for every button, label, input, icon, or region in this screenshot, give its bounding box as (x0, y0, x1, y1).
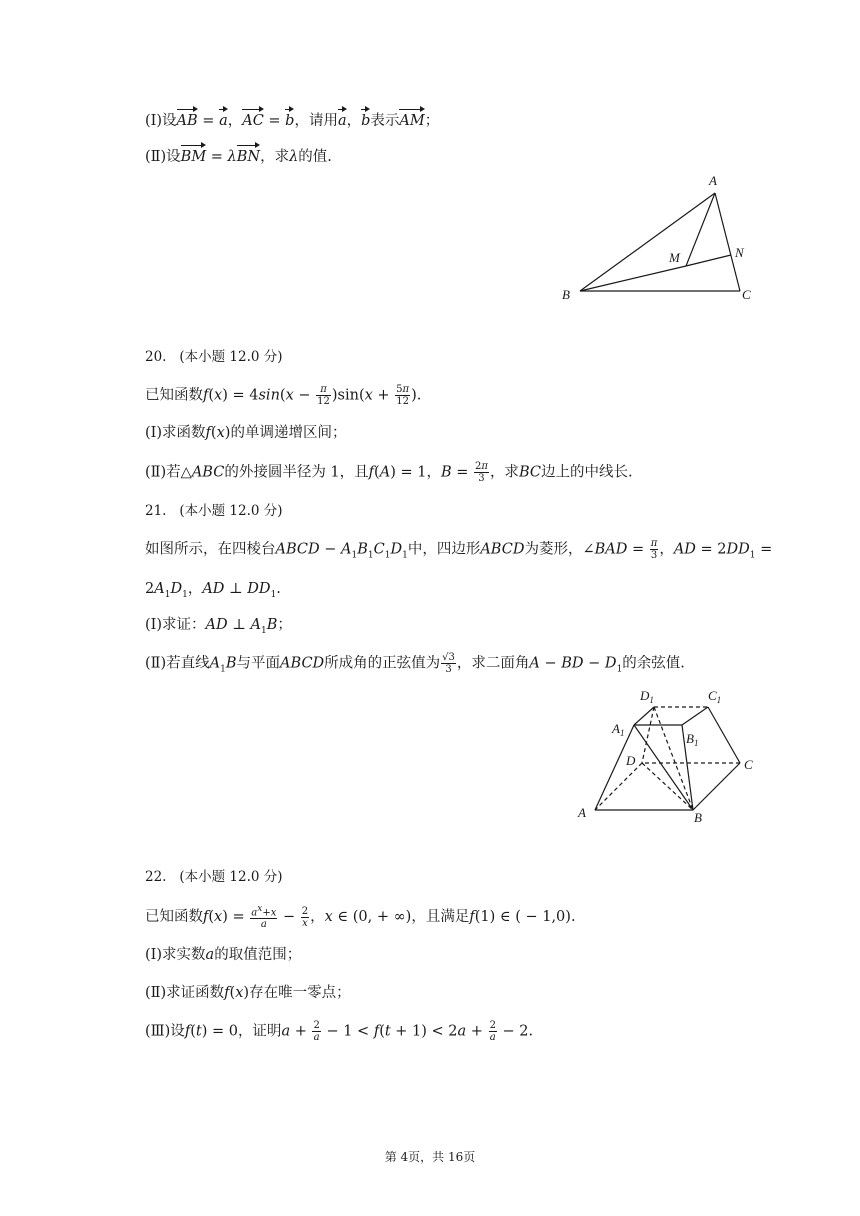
label-m: M (669, 250, 680, 265)
label-a1: $A_1$ (612, 721, 625, 738)
q21-part2: (Ⅱ)若直线$A_1B$与平面ABCD所成角的正弦值为 $\frac{√3}{3}$ ，求二面角A − BD − $D_1$的余弦值. (145, 652, 685, 675)
label-d: D (626, 753, 636, 768)
q20-part1: (Ⅰ)求函数f(x)的单调递增区间； (145, 425, 347, 441)
q22-header: 22. (本小题 12.0 分) (145, 869, 283, 885)
q21-frustum-figure (570, 683, 770, 828)
label-b: B (694, 810, 702, 825)
q22-part2: (Ⅱ)求证函数f(x)存在唯一零点； (145, 985, 351, 1001)
label-n: N (735, 245, 744, 260)
q21-header: 21. (本小题 12.0 分) (145, 503, 283, 519)
page-footer: 第 4页，共 16页 (384, 1150, 476, 1164)
q19-triangle-figure (555, 168, 765, 308)
q20-part2: (Ⅱ)若△ABC的外接圆半径为 1，且f(A) = 1，B = $\frac{2\pi}{3}$ ，求BC边上的中线长. (145, 461, 633, 484)
q21-intro-line2: $2A_1D_1$，AD ⊥ $DD_1$. (145, 581, 281, 600)
q20-intro: 已知函数f(x) = 4sin(x − $\frac{\pi}{12}$ )sin(x + $\frac{5\pi}{12}$ ). (145, 384, 422, 407)
q22-part1: (Ⅰ)求实数a的取值范围； (145, 947, 302, 963)
label-b1: $B_1$ (686, 731, 699, 748)
label-a: A (709, 173, 717, 188)
label-c: C (744, 757, 753, 772)
q22-intro: 已知函数f(x) = $\frac{a^x+x}{a}$ − $\frac{2}{x}$ ，x ∈ (0, + ∞)，且满足f(1) ∈ ( − 1,0). (145, 904, 576, 931)
label-b: B (562, 287, 570, 302)
label-c1: $C_1$ (708, 688, 722, 705)
label-c: C (742, 287, 751, 302)
q19-part1: (Ⅰ)设AB = a，AC = b，请用a，b表示AM； (145, 110, 439, 132)
label-d1: $D_1$ (640, 688, 654, 705)
q19-part2: (Ⅱ)设BM = λBN，求λ的值. (145, 146, 332, 168)
q21-part1: (Ⅰ)求证：AD ⊥ $A_1B$； (145, 617, 292, 636)
q22-part3: (Ⅲ)设f(t) = 0，证明a + $\frac{2}{a}$ − 1 < f(t + 1) < 2a + $\frac{2}{a}$ − 2. (145, 1020, 534, 1043)
q20-header: 20. (本小题 12.0 分) (145, 349, 283, 365)
q21-intro: 如图所示，在四棱台ABCD − $A_1B_1C_1D_1$中，四边形ABCD为菱形，∠BAD = $\frac{\pi}{3}$ ，AD = $2DD_1$ = (145, 538, 773, 561)
label-a: A (578, 805, 586, 820)
